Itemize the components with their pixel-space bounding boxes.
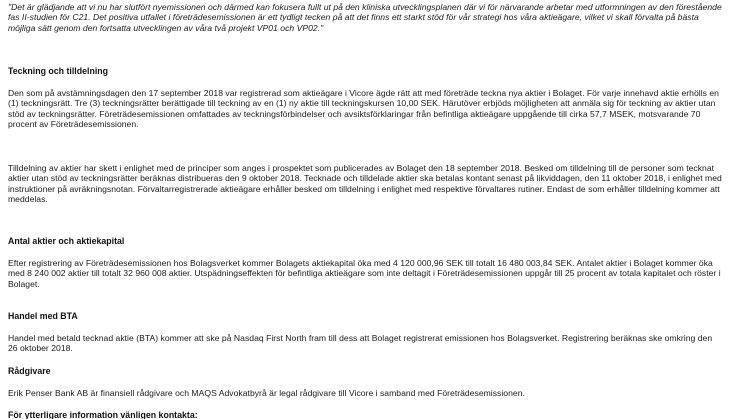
heading-advisors: Rådgivare <box>8 366 51 376</box>
paragraph-subscription: Den som på avstämningsdagen den 17 september 2018 var registrerad som aktieägare i Vicore ägde rätt att med företräde teckna nya aktier i Bolaget. För varje innehavd aktie erhölls en (1) teckningsrätt. Tre (3) teckningsrätter berättigade till teckning av en (1) ny aktie till teckningskursen 10,00 SEK. Härutöver erbjöds möjligheten att anmäla sig för teckning av aktier utan stöd av teckningsrätter. Företrädesemissionen omfattades av teckningsförbindelser och avsiktsförklaringar från befintliga aktieägare uppgående till cirka 57,7 MSEK, motsvarande 70 procent av Företrädesemissionen. <box>8 88 719 130</box>
paragraph-shares-capital: Efter registrering av Företrädesemissionen hos Bolagsverket kommer Bolagets aktiekapital öka med 4 120 000,96 SEK till totalt 16 480 003,84 SEK. Antalet aktier i Bolaget kommer öka med 8 240 002 aktier till totalt 32 960 008 aktier. Utspädningseffekten för befintliga aktieägare som inte deltagit i Företrädesemissionen uppgår till 25 procent av totala kapitalet och röster i Bolaget. <box>8 258 721 289</box>
paragraph-allocation: Tilldelning av aktier har skett i enlighet med de principer som anges i prospektet som publicerades av Bolaget den 18 september 2018. Besked om tilldelning till de personer som tecknat aktier utan stöd av teckningsrätter beräknas distribueras den 9 oktober 2018. Tecknade och tilldelade aktier ska betalas kontant senast på likviddagen, den 11 oktober 2018, i enlighet med instruktioner på avräkningsnotan. Förvaltarregistrerade aktieägare erhåller besked om tilldelning i enlighet med respektive förvaltares rutiner. Endast de som erhåller tilldelning kommer att meddelas. <box>8 163 722 205</box>
heading-bta-trading: Handel med BTA <box>8 311 78 321</box>
heading-shares-capital: Antal aktier och aktiekapital <box>8 236 125 246</box>
heading-subscription-allocation: Teckning och tilldelning <box>8 66 109 76</box>
heading-contact-info: För ytterligare information vänligen kontakta: <box>8 410 198 419</box>
intro-quote: "Det är glädjande att vi nu har slutfört nyemissionen och därmed kan fokusera fullt ut på den kliniska utvecklingsplanen där vi för närvarande arbetar med utformningen av den förestående fas II-studien för C21. Det positiva utfallet i företrädesemissionen är ett tydligt tecken på att det finns ett starkt stöd för vår strategi hos våra aktieägare, vilket vi skall förvalta på bästa möjliga sätt genom den fortsatta utvecklingen av våra två projekt VP01 och VP02." <box>8 2 722 33</box>
paragraph-advisors: Erik Penser Bank AB är finansiell rådgivare och MAQS Advokatbyrå är legal rådgivare till Vicore i samband med Företrädesemissionen. <box>8 388 525 398</box>
press-release-document <box>8 0 724 419</box>
paragraph-bta-trading: Handel med betald tecknad aktie (BTA) kommer att ske på Nasdaq First North fram till dess att Bolaget registrerat emissionen hos Bolagsverket. Registrering beräknas ske omkring den 26 oktober 2018. <box>8 333 713 354</box>
